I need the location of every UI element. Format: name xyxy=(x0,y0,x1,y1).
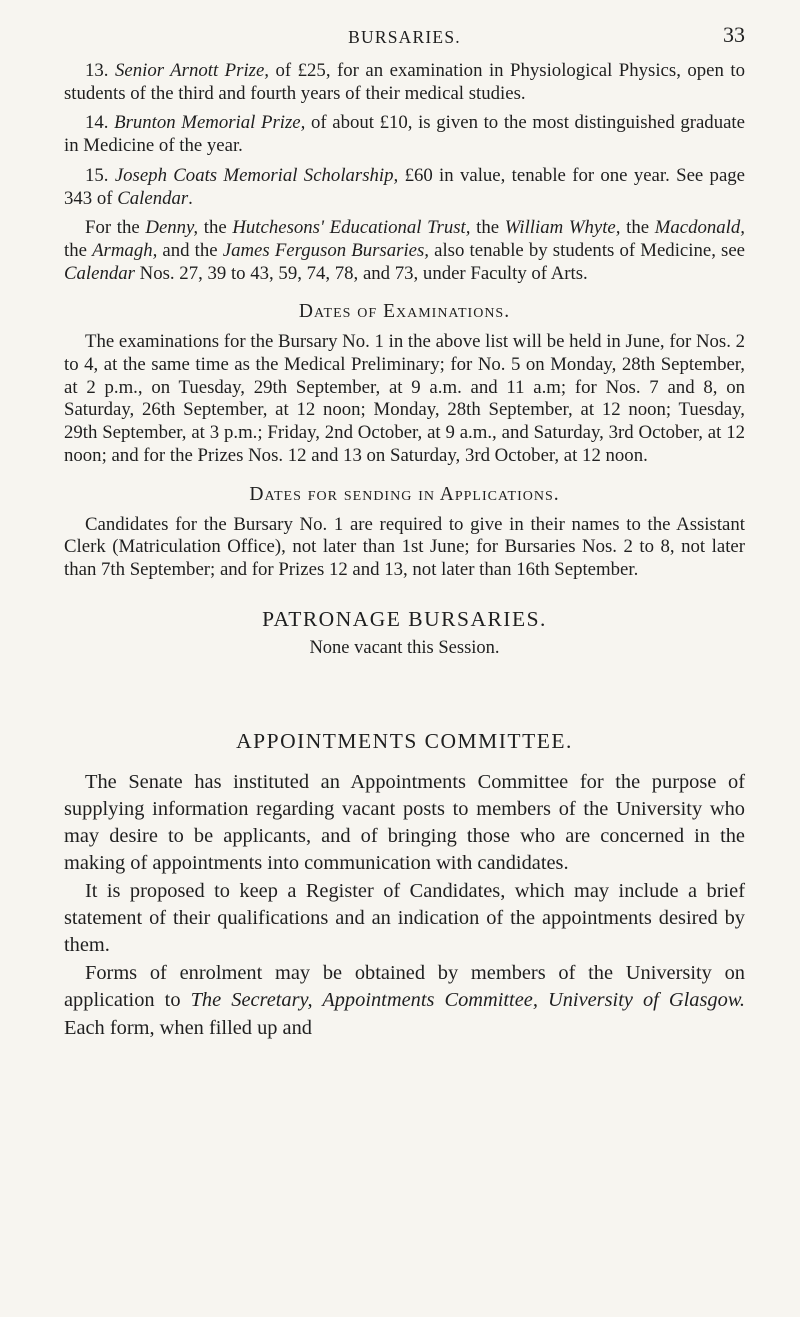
trusts-text: Nos. 27, 39 to 43, 59, 74, 78, and 73, under Faculty of Arts. xyxy=(134,262,588,284)
examinations-paragraph: The examinations for the Bursary No. 1 in the above list will be held in June, for Nos. 2 to 4, at the same time as the Medical Preliminary; for No. 5 on Monday, 28th September, at 2 p.m., on Tuesday, 29th September, at 9 a.m. and 11 a.m; for Nos. 7 and 8, on Saturday, 26th September, at 12 noon; Monday, 28th September, at 12 noon; Tuesday, 29th September, at 3 p.m.; Friday, 2nd October, at 9 a.m., and Saturday, 3rd October, at 12 noon; and for the Prizes Nos. 12 and 13 on Saturday, 3rd October, at 12 noon. xyxy=(64,331,745,466)
prize-13-paragraph xyxy=(64,60,745,105)
prize-15-number: 15. xyxy=(85,164,109,186)
appointments-heading: APPOINTMENTS COMMITTEE. xyxy=(236,728,573,753)
prize-15-paragraph xyxy=(64,165,745,210)
trust-armagh: Armagh, xyxy=(92,239,158,261)
patronage-heading: PATRONAGE BURSARIES. xyxy=(262,606,547,631)
trusts-text: the xyxy=(470,217,505,239)
trusts-text: the xyxy=(198,217,233,239)
running-head xyxy=(64,22,745,56)
trust-william-whyte: William Whyte, xyxy=(504,217,621,239)
examinations-heading: Dates of Examinations. xyxy=(298,301,511,323)
prize-14-paragraph xyxy=(64,112,745,157)
prize-15-name: Joseph Coats Memorial Scholarship, xyxy=(114,164,399,186)
applications-section xyxy=(64,514,745,582)
prize-15-calendar-ref: Calendar xyxy=(117,187,189,209)
trusts-text: the xyxy=(620,217,655,239)
prize-15-text: £60 in value, tenable for one year. See page 343 of xyxy=(64,164,746,209)
applications-heading: Dates for sending in Applications. xyxy=(249,483,560,505)
prize-14-text: of about £10, is given to the most distinguished graduate in Medicine of the year. xyxy=(64,112,745,157)
trust-hutchesons: Hutchesons' Educational Trust, xyxy=(232,217,471,239)
appointments-paragraph-3-end: Each form, when filled up and xyxy=(64,1016,313,1039)
page-number: 33 xyxy=(723,22,745,47)
trusts-paragraph xyxy=(64,217,745,285)
trust-macdonald: Macdonald, xyxy=(654,217,745,239)
prize-14-number: 14. xyxy=(85,112,109,134)
prize-section xyxy=(64,60,745,285)
appointments-paragraph-1: The Senate has instituted an Appointments Committee for the purpose of supplying information regarding vacant posts to members of the University who may desire to be applicants, and of bringing those who are concerned in the making of appointments into communication with candidates. xyxy=(64,770,745,874)
trusts-text: the xyxy=(64,239,93,261)
trusts-text: and the xyxy=(157,239,223,261)
prize-13-number: 13. xyxy=(85,60,109,81)
appointments-paragraph-3-start: Forms of enrolment may be obtained by members of the University on application to xyxy=(64,962,745,1012)
prize-14-name: Brunton Memorial Prize, xyxy=(114,112,306,134)
trust-denny: Denny, xyxy=(145,217,199,239)
prize-15-end: . xyxy=(188,187,193,209)
trusts-text: For the xyxy=(85,217,146,239)
prize-13-text: of £25, for an examination in Physiological Physics, open to students of the third and fourth years of their medical studies. xyxy=(64,60,745,104)
applications-paragraph: Candidates for the Bursary No. 1 are required to give in their names to the Assistant Clerk (Matriculation Office), not later than 1st June; for Bursaries Nos. 2 to 8, not later than 7th September; and for Prizes 12 and 13, not later than 16th September. xyxy=(64,513,745,580)
running-title: BURSARIES. xyxy=(348,27,461,47)
trusts-calendar-ref: Calendar xyxy=(64,262,135,284)
appointments-section xyxy=(64,769,745,1042)
trusts-text: also tenable by students of Medicine, see xyxy=(429,239,745,261)
patronage-note: None vacant this Session. xyxy=(309,637,500,658)
examinations-section xyxy=(64,331,745,467)
appointments-paragraph-2: It is proposed to keep a Register of Candidates, which may include a brief statement of their qualifications and an indication of the appointments desired by them. xyxy=(64,880,745,957)
trust-james-ferguson: James Ferguson Bursaries, xyxy=(222,239,429,261)
secretary-address: The Secretary, Appointments Committee, University of Glasgow. xyxy=(190,989,746,1012)
appointments-paragraph-3 xyxy=(64,960,745,1041)
prize-13-name: Senior Arnott Prize, xyxy=(114,60,270,81)
